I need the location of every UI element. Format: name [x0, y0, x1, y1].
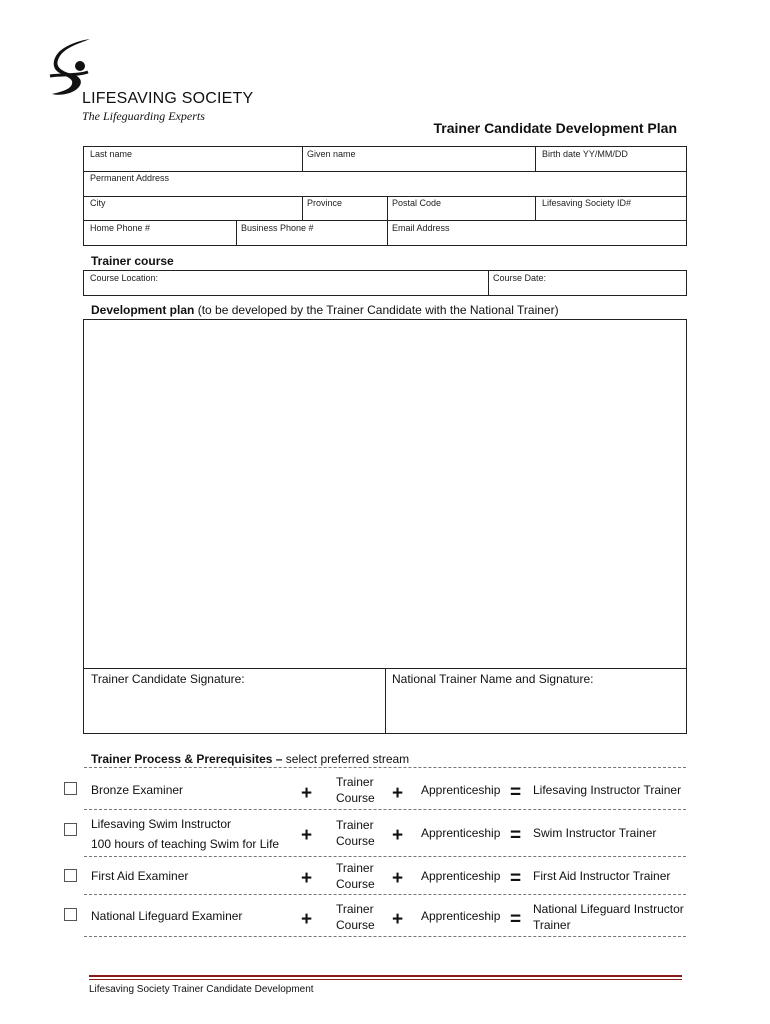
equals-sign: =	[510, 868, 522, 889]
trainer-course-step: Trainer Course	[336, 775, 375, 805]
trainer-course-heading: Trainer course	[91, 254, 174, 268]
trainer-course-step: Trainer Course	[336, 818, 375, 848]
equals-sign: =	[510, 825, 522, 846]
trainer-course-form	[83, 270, 687, 296]
prereq-bronze-examiner: Bronze Examiner	[91, 783, 184, 797]
permanent-address-field[interactable]: Permanent Address	[90, 173, 170, 183]
plus-sign: +	[392, 825, 404, 846]
postal-code-field[interactable]: Postal Code	[392, 198, 442, 208]
org-name: LIFESAVING SOCIETY	[82, 90, 254, 107]
business-phone-field[interactable]: Business Phone #	[241, 223, 314, 233]
result-swim-instructor-trainer: Swim Instructor Trainer	[533, 826, 657, 840]
plus-sign: +	[392, 868, 404, 889]
candidate-signature-field[interactable]: Trainer Candidate Signature:	[91, 672, 245, 686]
course-location-field[interactable]: Course Location:	[90, 273, 159, 283]
birth-date-field[interactable]: Birth date YY/MM/DD	[542, 149, 628, 159]
document-title: Trainer Candidate Development Plan	[433, 120, 677, 136]
equals-sign: =	[510, 909, 522, 930]
apprenticeship-step: Apprenticeship	[421, 869, 501, 883]
trainer-signature-field[interactable]: National Trainer Name and Signature:	[392, 672, 594, 686]
trainer-course-step: Trainer Course	[336, 902, 375, 932]
last-name-field[interactable]: Last name	[90, 149, 133, 159]
plus-sign: +	[301, 868, 313, 889]
city-field[interactable]: City	[90, 198, 106, 208]
stream-checkbox-national-lifeguard[interactable]	[64, 908, 77, 921]
given-name-field[interactable]: Given name	[307, 149, 356, 159]
stream-checkbox-swim[interactable]	[64, 823, 77, 836]
apprenticeship-step: Apprenticeship	[421, 783, 501, 797]
plus-sign: +	[301, 909, 313, 930]
footer-rule-thin	[89, 979, 682, 980]
prereq-swim-instructor: Lifesaving Swim Instructor 100 hours of teaching Swim for Life	[91, 817, 280, 851]
stream-checkbox-first-aid[interactable]	[64, 869, 77, 882]
process-subheading: select preferred stream	[285, 752, 410, 766]
footer-text: Lifesaving Society Trainer Candidate Development	[89, 984, 314, 995]
equals-sign: =	[510, 782, 522, 803]
result-lifesaving-instructor-trainer: Lifesaving Instructor Trainer	[533, 783, 682, 797]
plus-sign: +	[301, 783, 313, 804]
development-plan-subtitle: (to be developed by the Trainer Candidate with the National Trainer)	[197, 303, 559, 317]
plus-sign: +	[392, 909, 404, 930]
trainer-course-step: Trainer Course	[336, 861, 375, 891]
stream-checkbox-lifesaving[interactable]	[64, 782, 77, 795]
result-national-lifeguard-instructor-trainer: National Lifeguard Instructor Trainer	[533, 902, 684, 932]
course-date-field[interactable]: Course Date:	[493, 273, 547, 283]
email-field[interactable]: Email Address	[392, 223, 450, 233]
result-first-aid-instructor-trainer: First Aid Instructor Trainer	[533, 869, 671, 883]
home-phone-field[interactable]: Home Phone #	[90, 223, 151, 233]
prereq-national-lifeguard-examiner: National Lifeguard Examiner	[91, 909, 243, 923]
footer-rule	[89, 975, 682, 977]
province-field[interactable]: Province	[307, 198, 343, 208]
apprenticeship-step: Apprenticeship	[421, 909, 501, 923]
plus-sign: +	[301, 825, 313, 846]
plus-sign: +	[392, 783, 404, 804]
apprenticeship-step: Apprenticeship	[421, 826, 501, 840]
process-heading: Trainer Process & Prerequisites – select preferred stream	[91, 752, 410, 766]
org-tagline: The Lifeguarding Experts	[82, 109, 205, 123]
society-id-field[interactable]: Lifesaving Society ID#	[542, 198, 632, 208]
development-plan-heading: Development plan (to be developed by the Trainer Candidate with the National Trainer)	[91, 303, 559, 317]
prereq-first-aid-examiner: First Aid Examiner	[91, 869, 189, 883]
